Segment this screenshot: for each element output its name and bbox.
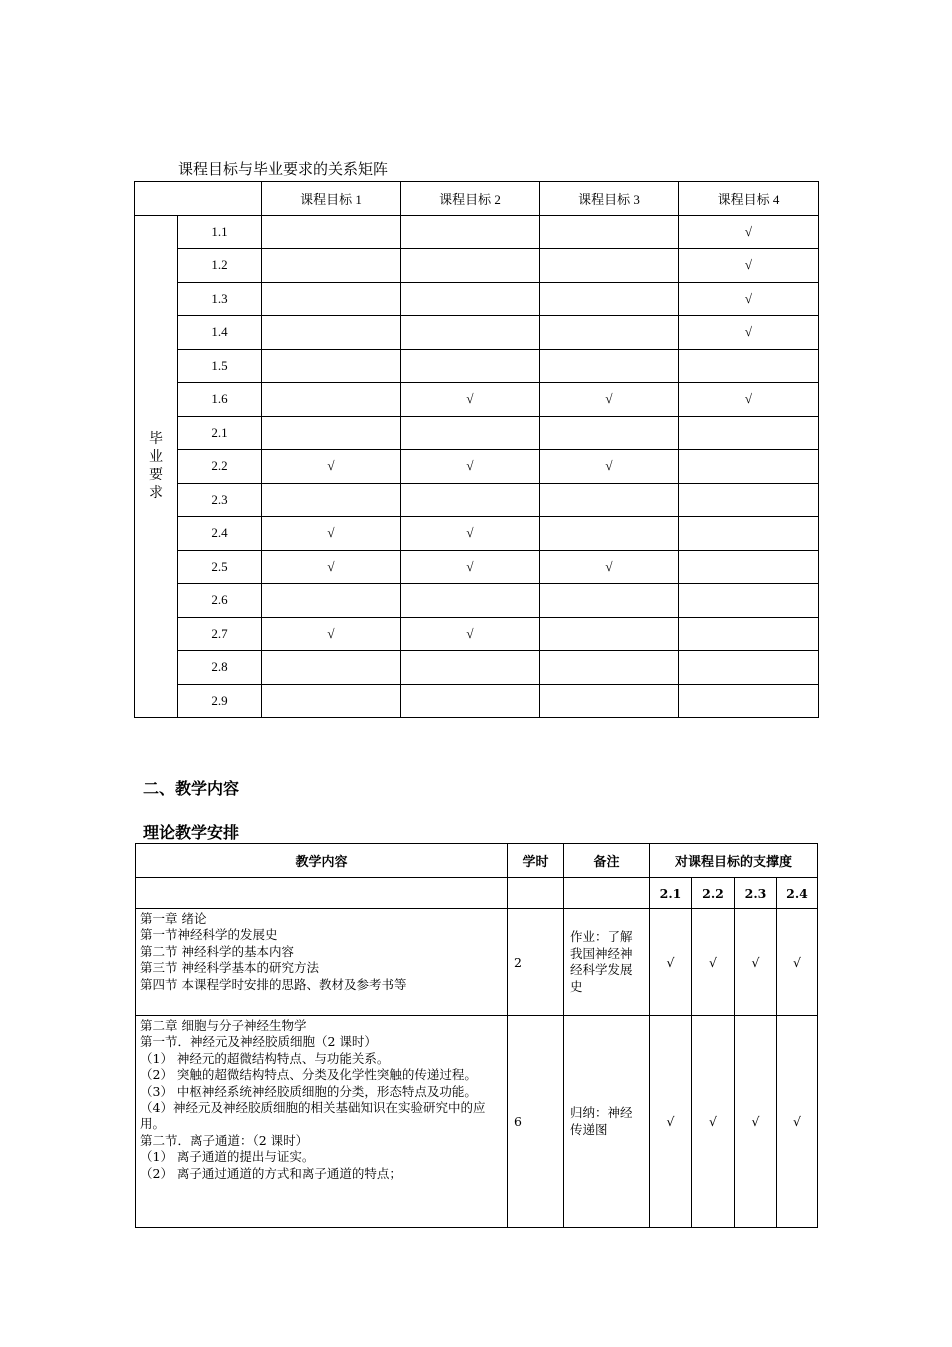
matrix-row bbox=[135, 383, 819, 417]
matrix-check-cell bbox=[540, 684, 679, 718]
content-line: （4）神经元及神经胶质细胞的相关基础知识在实验研究中的应用。 bbox=[140, 1100, 486, 1132]
matrix-check-cell bbox=[401, 684, 540, 718]
content-line: （2） 突触的超微结构特点、分类及化学性突触的传递过程。 bbox=[140, 1067, 477, 1083]
matrix-check-cell bbox=[679, 349, 819, 383]
theory-teaching-table bbox=[135, 843, 818, 1228]
group-label-char: 毕 bbox=[149, 431, 163, 448]
content-line: （2） 离子通过通道的方式和离子通道的特点； bbox=[140, 1165, 402, 1181]
support-subheader: 2.1 bbox=[650, 878, 692, 909]
requirement-id: 2.2 bbox=[178, 450, 262, 484]
matrix-check-cell: √ bbox=[262, 517, 401, 551]
matrix-check-cell bbox=[679, 651, 819, 685]
matrix-corner-cell bbox=[135, 182, 262, 216]
matrix-row bbox=[135, 483, 819, 517]
matrix-col-header: 课程目标 1 bbox=[262, 182, 401, 216]
requirement-id: 2.9 bbox=[178, 684, 262, 718]
requirement-id: 2.7 bbox=[178, 617, 262, 651]
matrix-check-cell bbox=[401, 651, 540, 685]
content-line: 第二章 细胞与分子神经生物学 bbox=[140, 1018, 307, 1033]
content-line: 第二节．离子通道：（2 课时） bbox=[140, 1132, 309, 1148]
matrix-check-cell bbox=[262, 416, 401, 450]
notes-cell: 归纳：神经传递图 bbox=[564, 1016, 650, 1228]
hours-cell: 6 bbox=[508, 1016, 564, 1228]
matrix-check-cell bbox=[262, 282, 401, 316]
empty-cell bbox=[136, 878, 508, 909]
requirement-id: 2.3 bbox=[178, 483, 262, 517]
matrix-check-cell bbox=[401, 584, 540, 618]
matrix-check-cell bbox=[679, 450, 819, 484]
matrix-caption: 课程目标与毕业要求的关系矩阵 bbox=[178, 160, 389, 178]
matrix-check-cell bbox=[262, 249, 401, 283]
requirement-id: 1.4 bbox=[178, 316, 262, 350]
matrix-row bbox=[135, 249, 819, 283]
matrix-check-cell bbox=[540, 584, 679, 618]
matrix-col-header: 课程目标 3 bbox=[540, 182, 679, 216]
matrix-check-cell bbox=[262, 684, 401, 718]
requirement-id: 1.5 bbox=[178, 349, 262, 383]
matrix-row bbox=[135, 215, 819, 249]
matrix-check-cell bbox=[540, 651, 679, 685]
matrix-check-cell bbox=[679, 483, 819, 517]
theory-row bbox=[136, 909, 818, 1016]
requirement-id: 1.1 bbox=[178, 215, 262, 249]
hours-header: 学时 bbox=[508, 844, 564, 878]
support-subheader: 2.4 bbox=[777, 878, 818, 909]
matrix-check-cell bbox=[401, 249, 540, 283]
matrix-check-cell bbox=[540, 316, 679, 350]
requirements-matrix-table bbox=[134, 181, 819, 718]
matrix-row bbox=[135, 684, 819, 718]
matrix-check-cell: √ bbox=[679, 282, 819, 316]
matrix-check-cell: √ bbox=[401, 383, 540, 417]
matrix-check-cell bbox=[262, 584, 401, 618]
matrix-check-cell bbox=[262, 215, 401, 249]
support-check-cell: √ bbox=[735, 909, 777, 1016]
matrix-check-cell: √ bbox=[262, 450, 401, 484]
notes-header: 备注 bbox=[564, 844, 650, 878]
support-check-cell: √ bbox=[777, 909, 818, 1016]
requirement-id: 2.5 bbox=[178, 550, 262, 584]
group-label-char: 要 bbox=[149, 467, 163, 484]
matrix-check-cell: √ bbox=[679, 316, 819, 350]
matrix-check-cell bbox=[540, 249, 679, 283]
empty-cell bbox=[564, 878, 650, 909]
matrix-check-cell bbox=[540, 282, 679, 316]
matrix-check-cell bbox=[401, 483, 540, 517]
requirement-id: 1.3 bbox=[178, 282, 262, 316]
matrix-check-cell bbox=[679, 584, 819, 618]
content-line: （1） 神经元的超微结构特点、与功能关系。 bbox=[140, 1050, 390, 1066]
support-subheader: 2.2 bbox=[692, 878, 735, 909]
hours-cell: 2 bbox=[508, 909, 564, 1016]
notes-cell: 作业：了解我国神经神经科学发展史 bbox=[564, 909, 650, 1016]
matrix-check-cell bbox=[401, 416, 540, 450]
empty-cell bbox=[508, 878, 564, 909]
requirement-id: 1.6 bbox=[178, 383, 262, 417]
support-check-cell: √ bbox=[650, 1016, 692, 1228]
support-check-cell: √ bbox=[777, 1016, 818, 1228]
matrix-row bbox=[135, 617, 819, 651]
content-line: 第一节．神经元及神经胶质细胞（2 课时） bbox=[140, 1034, 377, 1050]
matrix-col-header: 课程目标 2 bbox=[401, 182, 540, 216]
matrix-row bbox=[135, 282, 819, 316]
matrix-check-cell bbox=[679, 416, 819, 450]
teaching-content-cell bbox=[136, 909, 508, 1016]
subsection-title: 理论教学安排 bbox=[143, 823, 240, 842]
matrix-check-cell bbox=[401, 316, 540, 350]
matrix-check-cell bbox=[262, 483, 401, 517]
support-check-cell: √ bbox=[692, 1016, 735, 1228]
matrix-check-cell: √ bbox=[540, 550, 679, 584]
content-line: 第一节神经科学的发展史 bbox=[140, 927, 278, 943]
group-label-char: 求 bbox=[149, 485, 163, 502]
theory-subheader-row bbox=[136, 878, 818, 909]
matrix-check-cell bbox=[679, 517, 819, 551]
matrix-check-cell bbox=[401, 349, 540, 383]
matrix-check-cell: √ bbox=[679, 215, 819, 249]
content-line: （1） 离子通道的提出与证实。 bbox=[140, 1149, 315, 1165]
matrix-check-cell bbox=[540, 517, 679, 551]
support-check-cell: √ bbox=[692, 909, 735, 1016]
content-line: 第三节 神经科学基本的研究方法 bbox=[140, 960, 319, 976]
matrix-row bbox=[135, 550, 819, 584]
matrix-check-cell bbox=[679, 550, 819, 584]
matrix-check-cell: √ bbox=[262, 550, 401, 584]
content-line: 第二节 神经科学的基本内容 bbox=[140, 943, 294, 959]
matrix-check-cell: √ bbox=[540, 383, 679, 417]
matrix-check-cell: √ bbox=[401, 550, 540, 584]
matrix-check-cell: √ bbox=[262, 617, 401, 651]
matrix-check-cell bbox=[679, 684, 819, 718]
requirement-id: 2.4 bbox=[178, 517, 262, 551]
matrix-check-cell: √ bbox=[679, 249, 819, 283]
support-check-cell: √ bbox=[735, 1016, 777, 1228]
matrix-check-cell bbox=[540, 349, 679, 383]
matrix-check-cell bbox=[401, 282, 540, 316]
content-line: 第四节 本课程学时安排的思路、教材及参考书等 bbox=[140, 976, 407, 992]
matrix-header-row bbox=[135, 182, 819, 216]
matrix-row bbox=[135, 517, 819, 551]
support-check-cell: √ bbox=[650, 909, 692, 1016]
matrix-check-cell: √ bbox=[679, 383, 819, 417]
matrix-check-cell bbox=[679, 617, 819, 651]
content-header: 教学内容 bbox=[136, 844, 508, 878]
section-title: 二、教学内容 bbox=[143, 779, 240, 798]
requirement-id: 2.8 bbox=[178, 651, 262, 685]
support-subheader: 2.3 bbox=[735, 878, 777, 909]
theory-row bbox=[136, 1016, 818, 1228]
group-label-char: 业 bbox=[149, 449, 163, 466]
teaching-content-cell bbox=[136, 1016, 508, 1228]
content-line: （3） 中枢神经系统神经胶质细胞的分类，形态特点及功能。 bbox=[140, 1083, 477, 1099]
matrix-check-cell bbox=[262, 316, 401, 350]
matrix-row bbox=[135, 584, 819, 618]
matrix-check-cell bbox=[262, 349, 401, 383]
matrix-col-header: 课程目标 4 bbox=[679, 182, 819, 216]
matrix-group-label bbox=[135, 215, 178, 718]
matrix-check-cell: √ bbox=[401, 617, 540, 651]
matrix-check-cell bbox=[262, 651, 401, 685]
matrix-row bbox=[135, 416, 819, 450]
matrix-check-cell bbox=[262, 383, 401, 417]
matrix-row bbox=[135, 316, 819, 350]
matrix-check-cell bbox=[540, 416, 679, 450]
theory-header-row bbox=[136, 844, 818, 878]
matrix-row bbox=[135, 651, 819, 685]
matrix-row bbox=[135, 450, 819, 484]
matrix-check-cell bbox=[540, 617, 679, 651]
matrix-check-cell bbox=[540, 483, 679, 517]
requirement-id: 2.6 bbox=[178, 584, 262, 618]
requirement-id: 1.2 bbox=[178, 249, 262, 283]
matrix-row bbox=[135, 349, 819, 383]
matrix-check-cell bbox=[540, 215, 679, 249]
matrix-check-cell: √ bbox=[401, 517, 540, 551]
content-line: 第一章 绪论 bbox=[140, 911, 207, 926]
support-header: 对课程目标的支撑度 bbox=[650, 844, 818, 878]
matrix-check-cell: √ bbox=[540, 450, 679, 484]
matrix-check-cell: √ bbox=[401, 450, 540, 484]
requirement-id: 2.1 bbox=[178, 416, 262, 450]
matrix-check-cell bbox=[401, 215, 540, 249]
